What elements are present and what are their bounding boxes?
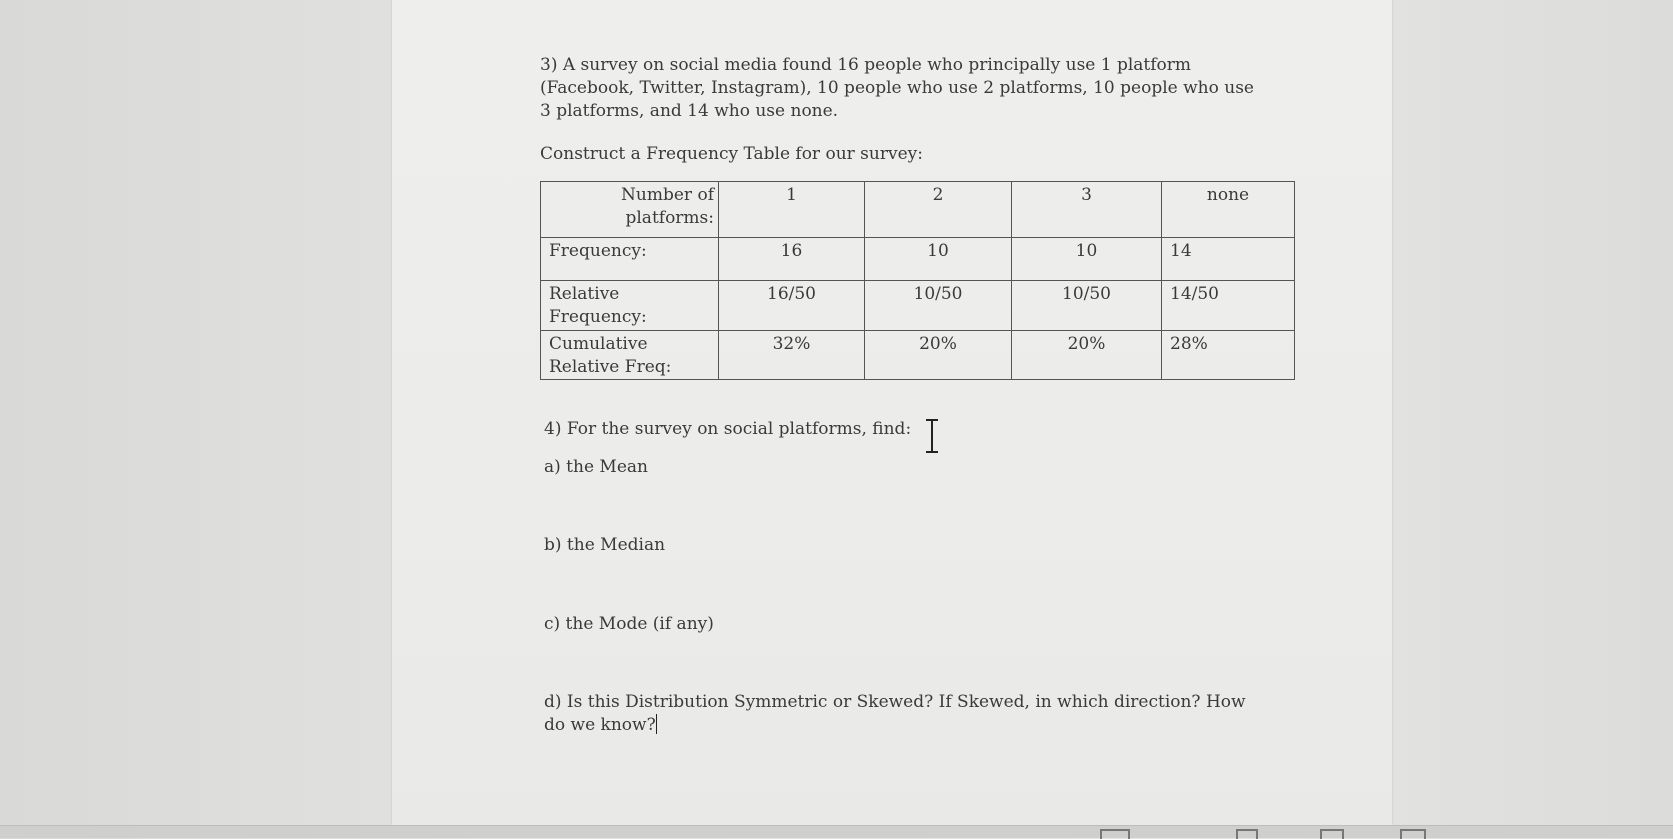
table-cell-cumulative-none[interactable]: 28% [1162, 331, 1295, 380]
relative-label-line-2: Frequency: [549, 307, 647, 327]
cumulative-label-line-2: Relative Freq: [549, 357, 672, 377]
table-cell-header-2[interactable]: 2 [865, 182, 1012, 238]
table-row-header [541, 182, 1295, 238]
table-cell-header-3[interactable]: 3 [1012, 182, 1162, 238]
text-cursor-icon [922, 418, 942, 454]
table-cell-cumulative-2[interactable]: 20% [865, 331, 1012, 380]
table-cell-relative-1[interactable]: 16/50 [719, 281, 865, 331]
table-cell-frequency-2[interactable]: 10 [865, 238, 1012, 281]
question-4d-line-2: do we know? [544, 715, 656, 735]
table-cell-cumulative-label[interactable] [541, 331, 719, 380]
table-cell-frequency-3[interactable]: 10 [1012, 238, 1162, 281]
table-cell-header-label[interactable] [541, 182, 719, 238]
table-cell-relative-3[interactable]: 10/50 [1012, 281, 1162, 331]
question-4-intro[interactable]: 4) For the survey on social platforms, find: [544, 419, 912, 439]
table-cell-cumulative-1[interactable]: 32% [719, 331, 865, 380]
table-cell-frequency-none[interactable]: 14 [1162, 238, 1295, 281]
table-row-frequency [541, 238, 1295, 281]
table-cell-frequency-label[interactable]: Frequency: [541, 238, 719, 281]
table-row-relative-frequency [541, 281, 1295, 331]
question-3-line-2[interactable]: (Facebook, Twitter, Instagram), 10 people who use 2 platforms, 10 people who use [540, 78, 1254, 98]
table-row-cumulative [541, 331, 1295, 380]
question-4c[interactable]: c) the Mode (if any) [544, 614, 714, 634]
cumulative-label-line-1: Cumulative [549, 334, 648, 354]
taskbar-icon-4[interactable] [1400, 829, 1426, 839]
table-cell-frequency-1[interactable]: 16 [719, 238, 865, 281]
question-4b[interactable]: b) the Median [544, 535, 666, 555]
header-label-line-1: Number of [621, 185, 714, 205]
frequency-table[interactable] [540, 181, 1295, 380]
table-cell-cumulative-3[interactable]: 20% [1012, 331, 1162, 380]
table-cell-relative-none[interactable]: 14/50 [1162, 281, 1295, 331]
taskbar-icon-1[interactable] [1100, 829, 1130, 839]
construct-prompt[interactable]: Construct a Frequency Table for our survey: [540, 144, 923, 164]
taskbar-icon-2[interactable] [1236, 829, 1258, 839]
taskbar-icon-3[interactable] [1320, 829, 1344, 839]
question-3-line-3[interactable]: 3 platforms, and 14 who use none. [540, 101, 839, 121]
question-4d[interactable] [544, 691, 1246, 737]
table-cell-relative-label[interactable] [541, 281, 719, 331]
question-3[interactable] [540, 54, 1254, 123]
header-label-line-2: platforms: [625, 208, 714, 228]
question-4d-line-1: d) Is this Distribution Symmetric or Skewed? If Skewed, in which direction? How [544, 692, 1246, 712]
table-cell-header-1[interactable]: 1 [719, 182, 865, 238]
table-cell-relative-2[interactable]: 10/50 [865, 281, 1012, 331]
relative-label-line-1: Relative [549, 284, 620, 304]
question-4a[interactable]: a) the Mean [544, 457, 648, 477]
table-cell-header-none[interactable]: none [1162, 182, 1295, 238]
caret [656, 714, 658, 734]
question-3-line-1[interactable]: 3) A survey on social media found 16 people who principally use 1 platform [540, 55, 1192, 75]
question-4d-line-2-wrap [544, 714, 1246, 737]
